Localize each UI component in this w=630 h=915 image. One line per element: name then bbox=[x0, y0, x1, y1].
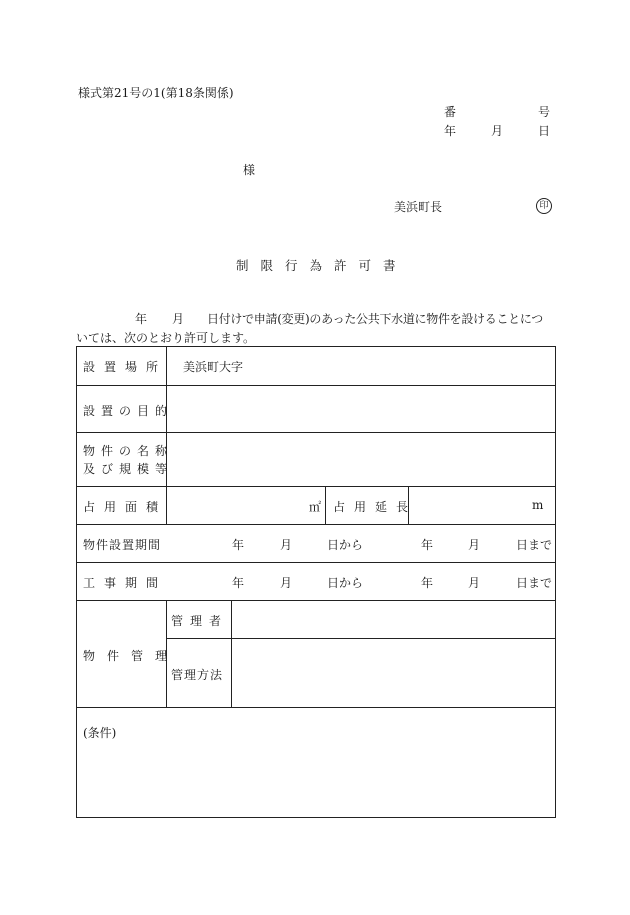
work-to-year: 年 bbox=[421, 576, 434, 590]
work-to-day: 日まで bbox=[516, 576, 553, 590]
manager-label: 管理者 bbox=[171, 614, 229, 628]
period-to-month: 月 bbox=[468, 538, 481, 552]
intro-line1: 日付けで申請(変更)のあった公共下水道に物件を設けることにつ bbox=[207, 312, 544, 326]
method-label: 管理方法 bbox=[171, 668, 224, 682]
purpose-label: 設置の目的 bbox=[83, 404, 174, 418]
location-label: 設置場所 bbox=[83, 360, 168, 374]
work-label: 工事期間 bbox=[83, 576, 168, 590]
location-value[interactable]: 美浜町大字 bbox=[183, 360, 244, 374]
method-input-area[interactable] bbox=[232, 639, 556, 707]
period-from-day: 日から bbox=[327, 538, 364, 552]
date-year-label: 年 bbox=[444, 124, 457, 138]
name-label-line1: 物件の名称 bbox=[83, 444, 174, 458]
length-label: 占用延長 bbox=[333, 500, 418, 514]
form-number: 様式第21号の1(第18条関係) bbox=[78, 86, 234, 100]
name-label-line2: 及び規模等 bbox=[83, 462, 174, 476]
mgmt-label: 物件管理 bbox=[83, 649, 180, 663]
conditions-label: (条件) bbox=[83, 726, 117, 740]
number-label-go: 号 bbox=[538, 105, 551, 119]
issuer-mayor: 美浜町長 bbox=[394, 200, 443, 214]
document-title: 制限行為許可書 bbox=[236, 258, 408, 273]
addressee-sama: 様 bbox=[243, 163, 256, 177]
intro-year: 年 bbox=[135, 312, 148, 326]
permit-form-table bbox=[76, 346, 556, 818]
purpose-input-area[interactable] bbox=[167, 386, 556, 432]
name-input-area[interactable] bbox=[167, 433, 556, 486]
seal-stamp: 印 bbox=[536, 198, 552, 214]
date-day-label: 日 bbox=[538, 124, 551, 138]
area-unit: ㎡ bbox=[309, 500, 322, 514]
number-label-ban: 番 bbox=[444, 105, 457, 119]
area-label: 占用面積 bbox=[83, 500, 168, 514]
work-from-day: 日から bbox=[327, 576, 364, 590]
conditions-input-area[interactable] bbox=[78, 742, 554, 816]
period-label: 物件設置期間 bbox=[83, 538, 162, 552]
period-from-year: 年 bbox=[232, 538, 245, 552]
date-month-label: 月 bbox=[491, 124, 504, 138]
length-unit: m bbox=[532, 498, 544, 512]
period-from-month: 月 bbox=[280, 538, 293, 552]
intro-line2: いては、次のとおり許可します。 bbox=[76, 331, 256, 345]
period-to-year: 年 bbox=[421, 538, 434, 552]
period-to-day: 日まで bbox=[516, 538, 553, 552]
work-to-month: 月 bbox=[468, 576, 481, 590]
manager-input-area[interactable] bbox=[232, 601, 556, 638]
work-from-month: 月 bbox=[280, 576, 293, 590]
work-from-year: 年 bbox=[232, 576, 245, 590]
intro-month: 月 bbox=[172, 312, 185, 326]
